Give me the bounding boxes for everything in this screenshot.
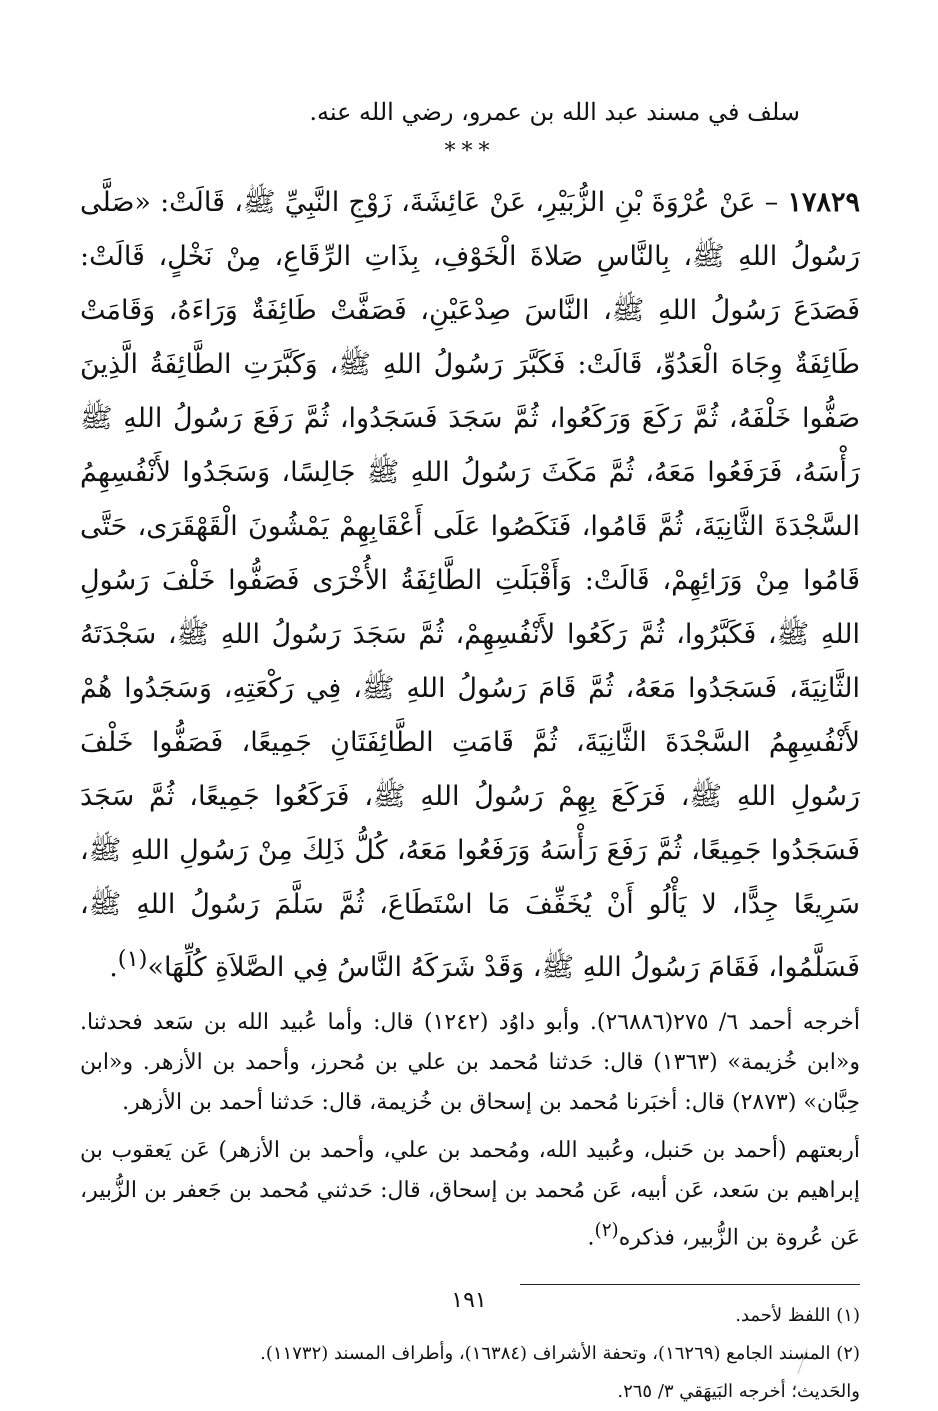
page-number: ١٩١: [451, 1288, 487, 1313]
footnote: (١) اللفظ لأحمد.: [735, 1305, 860, 1327]
footnote-continuation: والحَديث؛ أخرجه البَيهَقي ٣/ ٢٦٥.: [617, 1381, 860, 1403]
hadith-isnad: – عَنْ عُرْوَةَ بْنِ الزُّبَيْرِ، عَنْ عَائِشَةَ، زَوْجِ النَّبِيِّ ﷺ، قَالَتْ:: [160, 187, 779, 218]
footnote-divider: [520, 1284, 860, 1285]
section-separator: ***: [444, 139, 496, 164]
footnote: (٢) المسند الجامع (١٦٢٦٩)، وتحفة الأشراف (١٦٣٨٤)، وأطراف المسند (١١٧٣٢).: [260, 1343, 860, 1365]
hadith-end-mark: .: [109, 952, 118, 983]
hadith-text: [80, 176, 860, 995]
takhrij-text: أربعتهم (أحمد بن حَنبل، وعُبيد الله، ومُحمد بن علي، وأحمد بن الأزهر) عَن يَعقوب بن إبراهيم بن سَعد، عَن أبيه، عَن مُحمد بن إسحاق، قال: حَدثني مُحمد بن جَعفر بن الزُّبير، عَن عُروة بن الزُّبير، فذكره: [80, 1138, 860, 1251]
intro-line: سلف في مسند عبد الله بن عمرو، رضي الله عنه.: [309, 98, 800, 126]
footnote-ref[interactable]: (٢): [594, 1220, 619, 1241]
hadith-matn: «صَلَّى رَسُولُ اللهِ ﷺ، بِالنَّاسِ صَلاةَ الْخَوْفِ، بِذَاتِ الرِّقَاعِ، مِنْ نَخْلٍ، قَالَتْ: فَصَدَعَ رَسُولُ اللهِ ﷺ، النَّاسَ صِدْعَيْنِ، فَصَفَّتْ طَائِفَةٌ وَرَاءَهُ، وَقَامَتْ طَائِفَةٌ وِجَاهَ الْعَدُوِّ، قَالَتْ: فَكَبَّرَ رَسُولُ اللهِ ﷺ، وَكَبَّرَتِ الطَّائِفَةُ الَّذِينَ صَفُّوا خَلْفَهُ، ثُمَّ رَكَعَ وَرَكَعُوا، ثُمَّ سَجَدَ فَسَجَدُوا، ثُمَّ رَفَعَ رَسُولُ اللهِ ﷺ رَأْسَهُ، فَرَفَعُوا مَعَهُ، ثُمَّ مَكَثَ رَسُولُ اللهِ ﷺ جَالِسًا، وَسَجَدُوا لأَنْفُسِهِمُ السَّجْدَةَ الثَّانِيَةَ، ثُمَّ قَامُوا، فَنَكَصُوا عَلَى أَعْقَابِهِمْ يَمْشُونَ الْقَهْقَرَى، حَتَّى قَامُوا مِنْ وَرَائِهِمْ، قَالَتْ: وَأَقْبَلَتِ الطَّائِفَةُ الأُخْرَى فَصَفُّوا خَلْفَ رَسُولِ اللهِ ﷺ، فَكَبَّرُوا، ثُمَّ رَكَعُوا لأَنْفُسِهِمْ، ثُمَّ سَجَدَ رَسُولُ اللهِ ﷺ، سَجْدَتَهُ الثَّانِيَةَ، فَسَجَدُوا مَعَهُ، ثُمَّ قَامَ رَسُولُ اللهِ ﷺ، فِي رَكْعَتِهِ، وَسَجَدُوا هُمْ لأَنْفُسِهِمُ السَّجْدَةَ الثَّانِيَةَ، ثُمَّ قَامَتِ الطَّائِفَتَانِ جَمِيعًا، فَصَفُّوا خَلْفَ رَسُولِ اللهِ ﷺ، فَرَكَعَ بِهِمْ رَسُولُ اللهِ ﷺ، فَرَكَعُوا جَمِيعًا، ثُمَّ سَجَدَ فَسَجَدُوا جَمِيعًا، ثُمَّ رَفَعَ رَأْسَهُ وَرَفَعُوا مَعَهُ، كُلُّ ذَلِكَ مِنْ رَسُولِ اللهِ ﷺ، سَرِيعًا جِدًّا، لا يَأْلُو أَنْ يُخَفِّفَ مَا اسْتَطَاعَ، ثُمَّ سَلَّمَ رَسُولُ اللهِ ﷺ، فَسَلَّمُوا، فَقَامَ رَسُولُ اللهِ ﷺ، وَقَدْ شَرَكَهُ النَّاسُ فِي الصَّلاَةِ كُلِّهَا»: [80, 187, 860, 983]
hadith-number: ١٧٨٢٩: [787, 187, 860, 218]
takhrij-end-mark: .: [587, 1225, 595, 1251]
page-body: [80, 92, 860, 1411]
takhrij-paragraph: أخرجه أحمد ٦/ ٢٧٥(٢٦٨٨٦). وأبو داوُد (١٢٤٢) قال: وأما عُبيد الله بن سَعد فحدثنا. و«ابن خُزيمة» (١٣٦٣) قال: حَدثنا مُحمد بن علي بن مُحرز، وأحمد بن الأزهر. و«ابن حِبَّان» (٢٨٧٣) قال: أخبَرنا مُحمد بن إسحاق بن خُزيمة، قال: حَدثنا أحمد بن الأزهر.: [80, 1010, 860, 1115]
footnote-ref[interactable]: (١): [117, 946, 148, 972]
takhrij-paragraph: [80, 1131, 860, 1258]
